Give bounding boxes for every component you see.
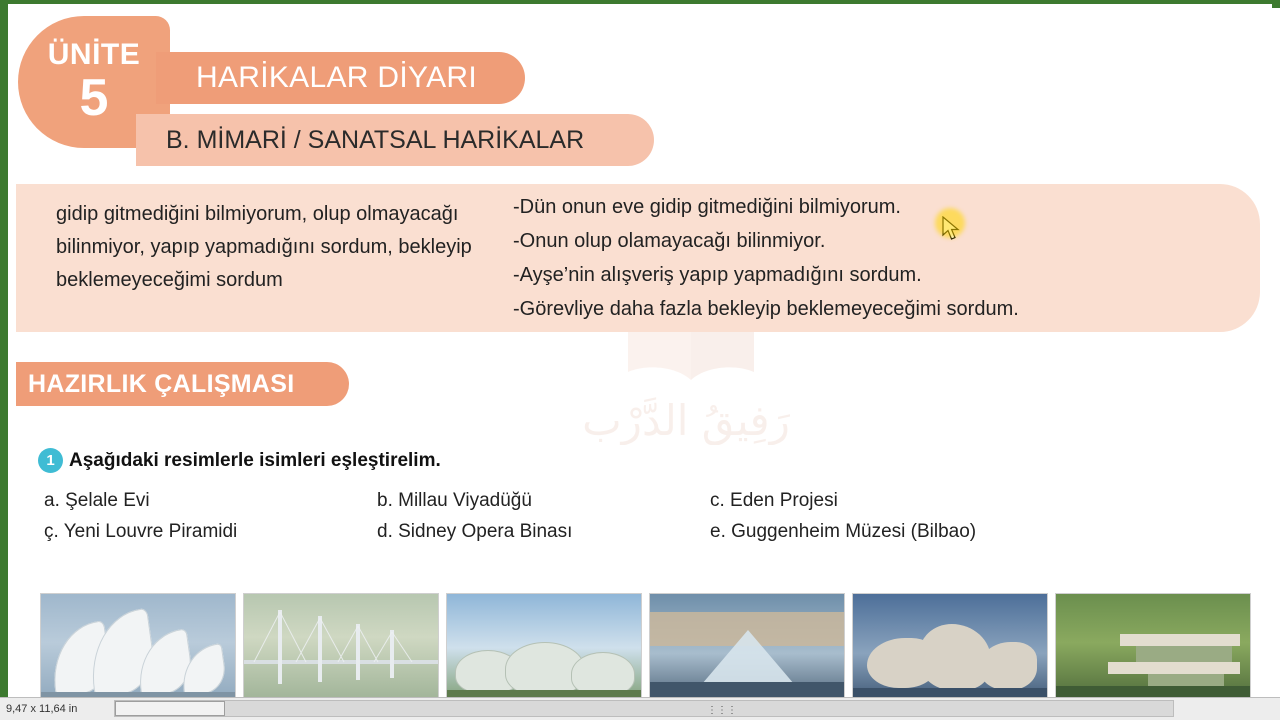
example-line: -Görevliye daha fazla bekleyip beklemeyeceğimi sordum. [513,298,1019,320]
photo-fallingwater-house [1055,593,1251,700]
document-page [16,8,1280,700]
option-item: ç. Yeni Louvre Piramidi [44,521,238,542]
question-number-badge: 1 [38,448,63,473]
options-row [44,490,1144,512]
example-panel [16,184,1260,332]
photo-eden-project [446,593,642,700]
option-item: d. Sidney Opera Binası [377,521,573,542]
option-item: c. Eden Projesi [710,490,838,511]
option-item: b. Millau Viyadüğü [377,490,532,511]
scrollbar-thumb[interactable] [115,701,225,716]
option-item: e. Guggenheim Müzesi (Bilbao) [710,521,977,542]
example-line: -Dün onun eve gidip gitmediğini bilmiyorum. [513,196,901,218]
photo-millau-viaduct [243,593,439,700]
scrollbar-marker: ⋮⋮⋮ [707,705,737,716]
unit-number: 5 [79,69,109,127]
photo-guggenheim-bilbao [852,593,1048,700]
status-bar [0,697,1280,720]
photo-strip [40,593,1270,700]
question-text: Aşağıdaki resimlerle isimleri eşleştirelim. [69,449,441,471]
section-heading-preparation: HAZIRLIK ÇALIŞMASI [16,362,349,406]
photo-sydney-opera-house [40,593,236,700]
option-item: a. Şelale Evi [44,490,150,511]
example-line: -Onun olup olamayacağı bilinmiyor. [513,230,826,252]
example-line: -Ayşe’nin alışveriş yapıp yapmadığını sordum. [513,264,922,286]
example-left-text: gidip gitmediğini bilmiyorum, olup olmayacağı bilinmiyor, yapıp yapmadığını sordum, bekleyip beklemeyeceğimi sordum [56,203,472,291]
photo-louvre-pyramid [649,593,845,700]
horizontal-scrollbar[interactable] [114,700,1174,717]
page-size-label: 9,47 x 11,64 in [6,703,78,715]
question-row [38,448,441,473]
options-list [44,490,1144,552]
page-title: HARİKALAR DİYARI [156,52,525,104]
watermark-text: رَفِيقُ الدَّرْب [582,396,790,445]
page-subtitle: B. MİMARİ / SANATSAL HARİKALAR [136,114,654,166]
unit-label: ÜNİTE [47,38,141,71]
options-row [44,521,1144,543]
cable-lines-icon [244,594,439,700]
example-right-list [513,196,1213,332]
